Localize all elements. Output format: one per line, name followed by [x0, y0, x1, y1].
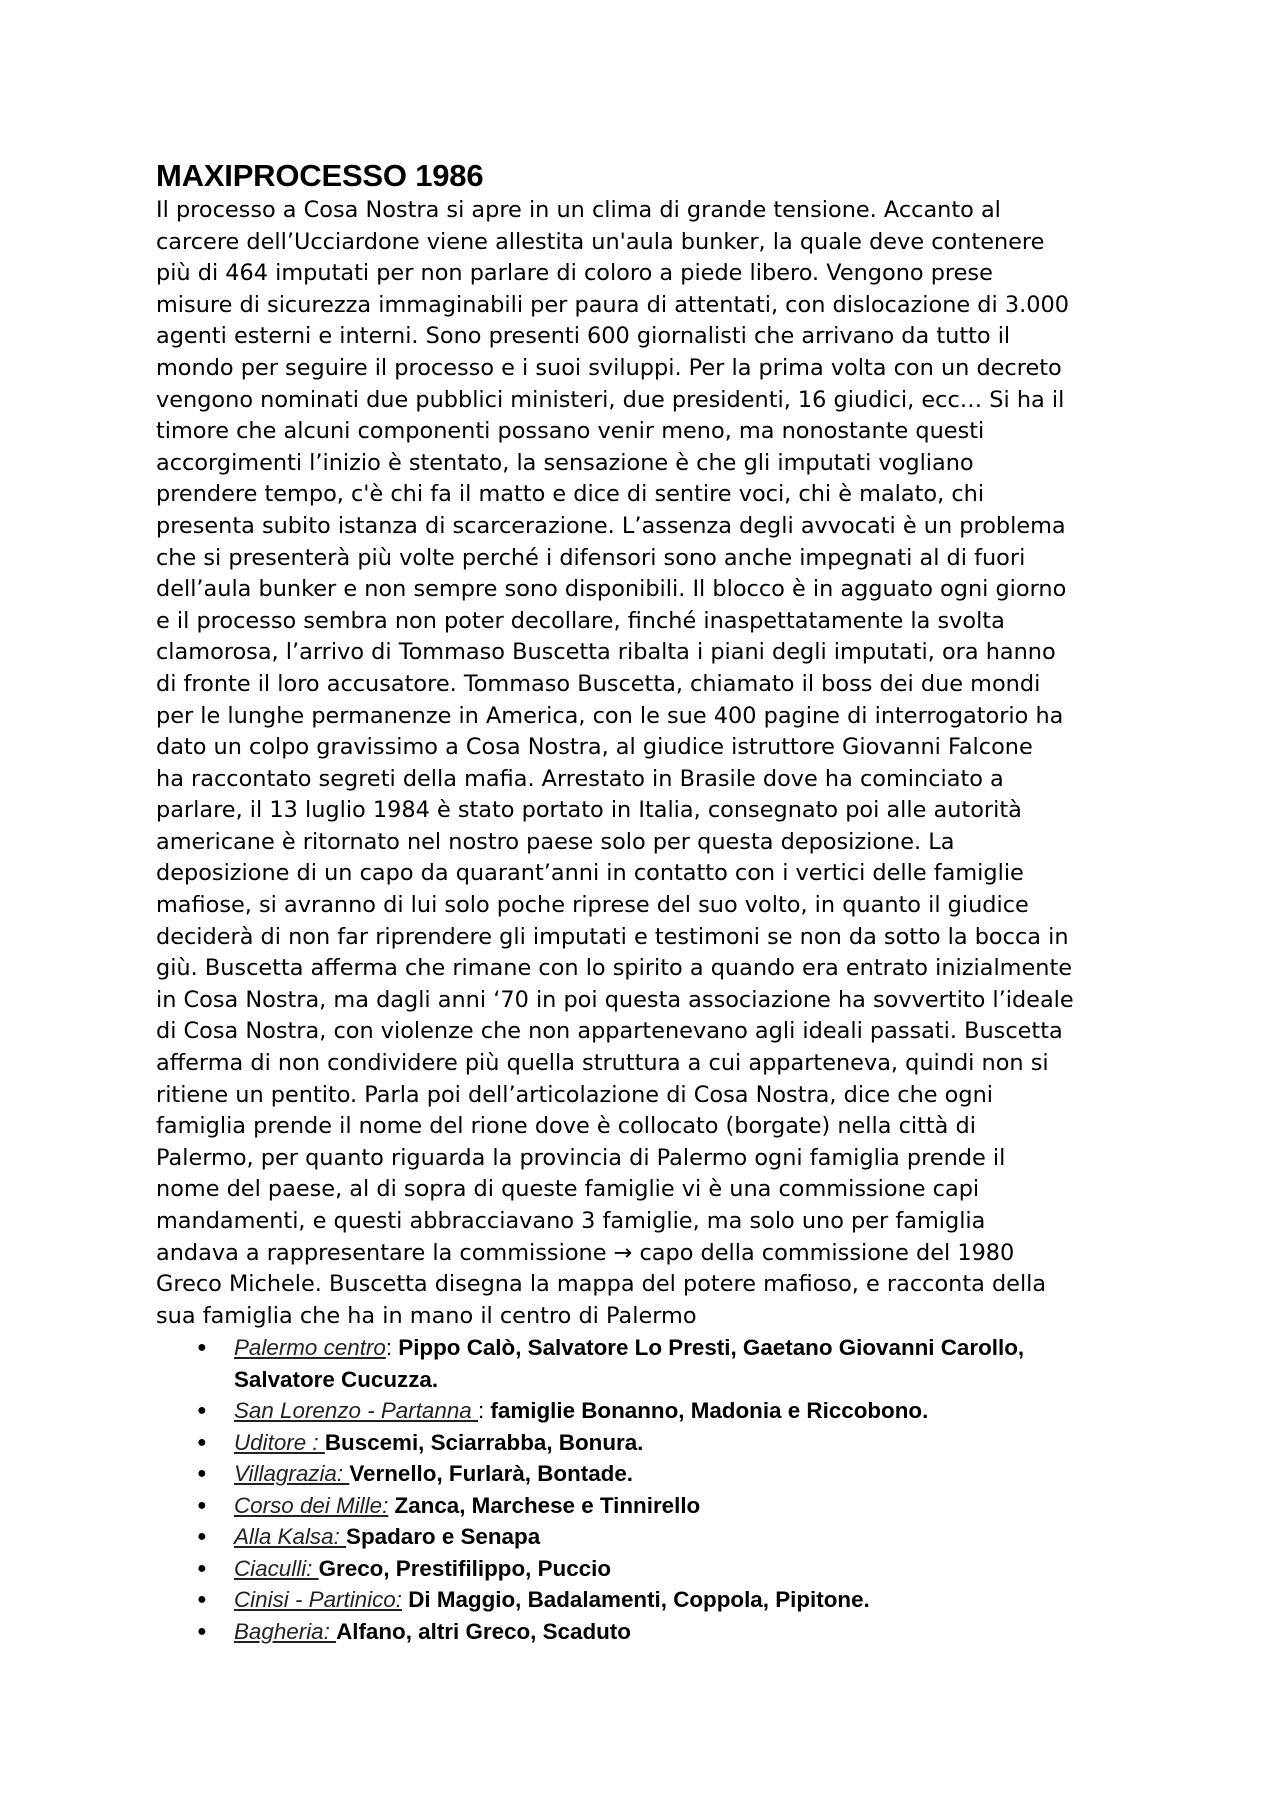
list-item: [156, 1616, 1136, 1648]
district-name: Palermo centro: [234, 1335, 386, 1361]
district-name: Bagheria:: [234, 1618, 337, 1644]
family-names: Pippo Calò, Salvatore Lo Presti, Gaetano Giovanni Carollo, Salvatore Cucuzza.: [234, 1335, 1025, 1392]
list-item: [156, 1427, 1136, 1459]
list-item: [156, 1490, 1136, 1522]
family-names: Vernello, Furlarà, Bontade.: [349, 1461, 634, 1487]
separator: :: [385, 1335, 399, 1361]
document-page: [156, 158, 1136, 1647]
list-item: [156, 1521, 1136, 1553]
family-names: famiglie Bonanno, Madonia e Riccobono.: [490, 1398, 929, 1424]
list-item: [156, 1584, 1136, 1616]
district-name: Uditore :: [234, 1429, 325, 1455]
district-name: Ciaculli:: [234, 1555, 319, 1581]
list-item: [156, 1458, 1136, 1490]
district-name: Cinisi - Partinico:: [234, 1587, 402, 1613]
list-item: [156, 1332, 1136, 1395]
separator: :: [477, 1398, 491, 1424]
family-names: Alfano, altri Greco, Scaduto: [336, 1618, 631, 1644]
bullet-icon: ●: [197, 1339, 207, 1357]
bullet-icon: ●: [197, 1528, 207, 1546]
family-names: Spadaro e Senapa: [346, 1524, 541, 1550]
district-name: Villagrazia:: [234, 1461, 350, 1487]
document-title: MAXIPROCESSO 1986: [156, 158, 484, 193]
bullet-icon: ●: [197, 1402, 207, 1420]
list-item: [156, 1553, 1136, 1585]
family-names: Zanca, Marchese e Tinnirello: [394, 1492, 701, 1518]
district-name: Alla Kalsa:: [234, 1524, 347, 1550]
family-names: Di Maggio, Badalamenti, Coppola, Pipitone.: [408, 1587, 870, 1613]
bullet-icon: ●: [197, 1591, 207, 1609]
bullet-icon: ●: [197, 1622, 207, 1640]
list-item: [156, 1395, 1136, 1427]
district-name: Corso dei Mille:: [234, 1492, 389, 1518]
bullet-icon: ●: [197, 1496, 207, 1514]
district-name: San Lorenzo - Partanna: [234, 1398, 478, 1424]
body-paragraph: Il processo a Cosa Nostra si apre in un clima di grande tensione. Accanto al carcere dell’Ucciardone viene allestita un'aula bunker, la quale deve contenere più di 464 imputati per non parlare di coloro a piede libero. Vengono prese misure di sicurezza immaginabili per paura di attentati, con dislocazione di 3.000 agenti esterni e interni. Sono presenti 600 giornalisti che arrivano da tutto il mondo per seguire il processo e i suoi sviluppi. Per la prima volta con un decreto vengono nominati due pubblici ministeri, due presidenti, 16 giudici, ecc… Si ha il timore che alcuni componenti possano venir meno, ma nonostante questi accorgimenti l’inizio è stentato, la sensazione è che gli imputati vogliano prendere tempo, c'è chi fa il matto e dice di sentire voci, chi è malato, chi presenta subito istanza di scarcerazione. L’assenza degli avvocati è un problema che si presenterà più volte perché i difensori sono anche impegnati al di fuori dell’aula bunker e non sempre sono disponibili. Il blocco è in agguato ogni giorno e il processo sembra non poter decollare, finché inaspettatamente la svolta clamorosa, l’arrivo di Tommaso Buscetta ribalta i piani degli imputati, ora hanno di fronte il loro accusatore. Tommaso Buscetta, chiamato il boss dei due mondi per le lunghe permanenze in America, con le sue 400 pagine di interrogatorio ha dato un colpo gravissimo a Cosa Nostra, al giudice istruttore Giovanni Falcone ha raccontato segreti della mafia. Arrestato in Brasile dove ha cominciato a parlare, il 13 luglio 1984 è stato portato in Italia, consegnato poi alle autorità americane è ritornato nel nostro paese solo per questa deposizione. La deposizione di un capo da quarant’anni in contatto con i vertici delle famiglie mafiose, si avranno di lui solo poche riprese del suo volto, in quanto il giudice deciderà di non far riprendere gli imputati e testimoni se non da sotto la bocca in giù. Buscetta afferma che rimane con lo spirito a quando era entrato inizialmente in Cosa Nostra, ma dagli anni ‘70 in poi questa associazione ha sovvertito l’ideale di Cosa Nostra, con violenze che non appartenevano agli ideali passati. Buscetta afferma di non condividere più quella struttura a cui apparteneva, quindi non si ritiene un pentito. Parla poi dell’articolazione di Cosa Nostra, dice che ogni famiglia prende il nome del rione dove è collocato (borgate) nella città di Palermo, per quanto riguarda la provincia di Palermo ogni famiglia prende il nome del paese, al di sopra di queste famiglie vi è una commissione capi mandamenti, e questi abbracciavano 3 famiglie, ma solo uno per famiglia andava a rappresentare la commissione → capo della commissione del 1980 Greco Michele. Buscetta disegna la mappa del potere mafioso, e racconta della sua famiglia che ha in mano il centro di Palermo: [156, 197, 1074, 1329]
family-names: Buscemi, Sciarrabba, Bonura.: [324, 1429, 644, 1455]
bullet-icon: ●: [197, 1433, 207, 1451]
bullet-icon: ●: [197, 1465, 207, 1483]
family-names: Greco, Prestifilippo, Puccio: [318, 1555, 612, 1581]
bullet-icon: ●: [197, 1559, 207, 1577]
families-list: [156, 1332, 1136, 1647]
